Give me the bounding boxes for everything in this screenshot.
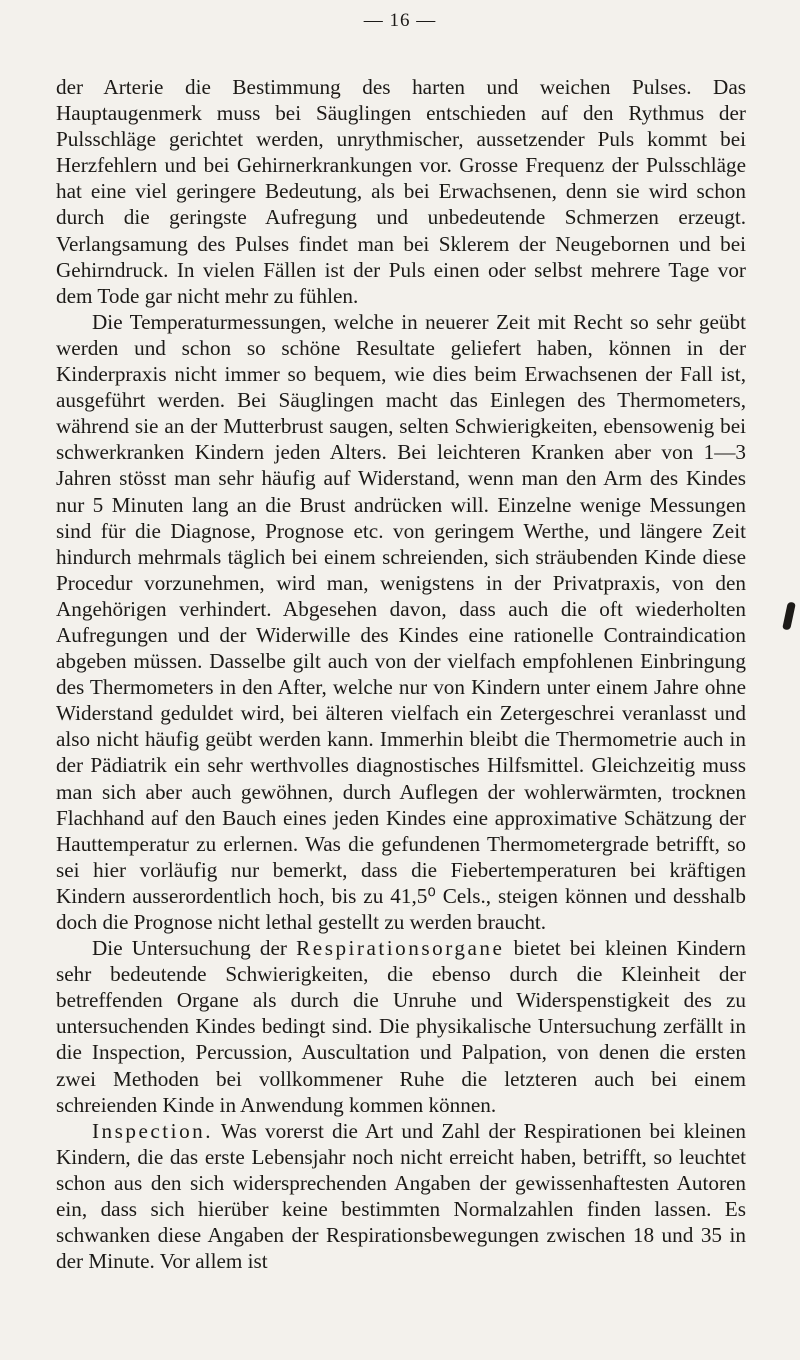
page-number: — 16 — <box>363 10 437 31</box>
emphasis-inspection: Inspection. <box>92 1118 214 1143</box>
body-text <box>56 74 746 1274</box>
margin-ink-mark <box>782 601 796 630</box>
paragraph-pulse-text: der Arterie die Bestimmung des harten und weichen Pulses. Das Hauptaugenmerk muss bei Säuglingen entschieden auf den Rythmus der Pulsschläge gerichtet werden, unrythmischer, aussetzender Puls kommt bei Herzfehlern und bei Gehirnerkrankungen vor. Grosse Frequenz der Pulsschläge hat eine viel geringere Bedeutung, als bei Erwachsenen, denn sie wird schon durch die geringste Aufregung und unbedeutende Schmerzen erzeugt. Verlangsamung des Pulses findet man bei Sklerem der Neugebornen und bei Gehirndruck. In vielen Fällen ist der Puls einen oder selbst mehrere Tage vor dem Tode gar nicht mehr zu fühlen. <box>56 75 746 308</box>
paragraph-inspection <box>56 1118 746 1275</box>
paragraph-respiration-lead: Die Untersuchung der <box>92 936 297 961</box>
paragraph-respiration-rest: bietet bei kleinen Kindern sehr bedeutende Schwierigkeiten, die ebenso durch die Kleinheit der betreffenden Organe als durch die Unruhe und Widerspenstigkeit des zu untersuchenden Kindes bedingt sind. Die physikalische Untersuchung zerfällt in die Inspection, Percussion, Auscultation und Palpation, von denen die ersten zwei Methoden bei vollkommener Ruhe die letzteren auch bei einem schreienden Kinde in Anwendung kommen können. <box>56 936 746 1117</box>
emphasis-respirationsorgane: Respirationsorgane <box>296 936 505 961</box>
paragraph-respiration <box>56 935 746 1118</box>
paragraph-temperature-text: Die Temperaturmessungen, welche in neuerer Zeit mit Recht so sehr geübt werden und schon so schöne Resultate geliefert haben, können in der Kinderpraxis nicht immer so bequem, wie dies beim Erwachsenen der Fall ist, ausgeführt werden. Bei Säuglingen macht das Einlegen des Thermometers, während sie an der Mutterbrust saugen, selten Schwierigkeiten, ebensowenig bei schwerkranken Kindern jeden Alters. Bei leichteren Kranken aber von 1—3 Jahren stösst man sehr häufig auf Widerstand, wenn man den Arm des Kindes nur 5 Minuten lang an die Brust andrücken will. Einzelne wenige Messungen sind für die Diagnose, Prognose etc. von geringem Werthe, und längere Zeit hindurch mehrmals täglich bei einem schreienden, sich sträubenden Kinde diese Procedur vorzunehmen, wird man, wenigstens in der Privatpraxis, von den Angehörigen verhindert. Abgesehen davon, dass auch die oft wiederholten Aufregungen und der Widerwille des Kindes eine rationelle Contraindication abgeben müssen. Dasselbe gilt auch von der vielfach empfohlenen Einbringung des Thermometers in den After, welche nur von Kindern unter einem Jahre ohne Widerstand geduldet wird, bei älteren vielfach ein Zetergeschrei veranlasst und also nicht häufig geübt werden kann. Immerhin bleibt die Thermometrie auch in der Pädiatrik ein sehr werthvolles diagnostisches Hilfsmittel. Gleichzeitig muss man sich aber auch gewöhnen, durch Auflegen der wohlerwärmten, trocknen Flachhand auf den Bauch eines jeden Kindes eine approximative Schätzung der Hauttemperatur zu erlernen. Was die gefundenen Thermometergrade betrifft, so sei hier vorläufig nur bemerkt, dass die Fiebertemperaturen bei kräftigen Kindern ausserordentlich hoch, bis zu 41,5⁰ Cels., steigen können und desshalb doch die Prognose nicht lethal gestellt zu werden braucht. <box>56 309 746 934</box>
paragraph-temperature <box>56 309 746 935</box>
paragraph-inspection-rest: Was vorerst die Art und Zahl der Respirationen bei kleinen Kindern, die das erste Lebensjahr noch nicht erreicht haben, betrifft, so leuchtet schon aus den sich widersprechenden Angaben der gewissenhaftesten Autoren ein, dass sich hierüber keine bestimmten Normalzahlen finden lassen. Es schwanken diese Angaben der Respirationsbewegungen zwischen 18 und 35 in der Minute. Vor allem ist <box>56 1118 746 1274</box>
paragraph-pulse <box>56 74 746 309</box>
